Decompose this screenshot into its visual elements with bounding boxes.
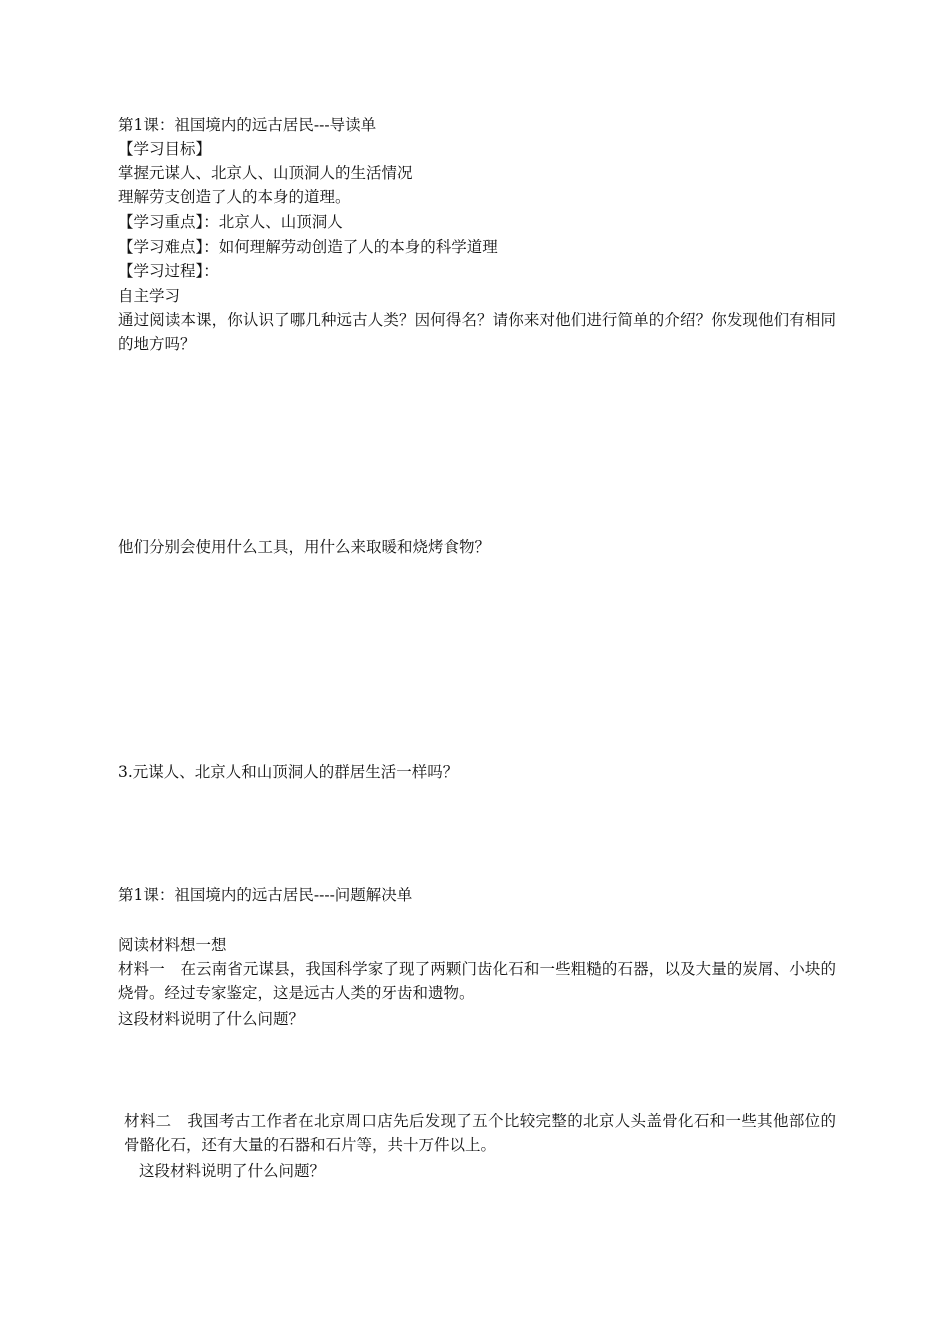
process-heading: 【学习过程】： (118, 262, 219, 280)
objectives-heading: 【学习目标】 (118, 140, 212, 158)
difficulties: 【学习难点】：如何理解劳动创造了人的本身的科学道理 (118, 238, 498, 256)
self-study-heading: 自主学习 (118, 287, 181, 305)
question-3: 3.元谋人、北京人和山顶洞人的群居生活一样吗？ (118, 763, 459, 781)
reading-heading: 阅读材料想一想 (118, 936, 227, 954)
material-1: 材料一 在云南省元谋县，我国科学家了现了两颗门齿化石和一些粗糙的石器，以及大量的炭屑、小块的烧骨。经过专家鉴定，这是远古人类的牙齿和遗物。 (118, 960, 836, 1002)
key-points: 【学习重点】：北京人、山顶洞人 (118, 213, 343, 231)
objective-2: 理解劳支创造了人的本身的道理。 (118, 188, 351, 206)
solution-title: 第1课：祖国境内的远古居民----问题解决单 (118, 886, 413, 904)
question-1: 通过阅读本课，你认识了哪几种远古人类？因何得名？请你来对他们进行简单的介绍？你发现他们有相同的地方吗？ (118, 311, 836, 353)
material-2: 材料二 我国考古工作者在北京周口店先后发现了五个比较完整的北京人头盖骨化石和一些其他部位的骨骼化石，还有大量的石器和石片等，共十万件以上。 (124, 1112, 836, 1154)
material-1-question: 这段材料说明了什么问题？ (118, 1010, 305, 1028)
guide-title: 第1课：祖国境内的远古居民---导读单 (118, 116, 377, 134)
question-2: 他们分别会使用什么工具，用什么来取暖和烧烤食物？ (118, 538, 491, 556)
objective-1: 掌握元谋人、北京人、山顶洞人的生活情况 (118, 164, 413, 182)
material-2-question: 这段材料说明了什么问题？ (139, 1162, 326, 1180)
